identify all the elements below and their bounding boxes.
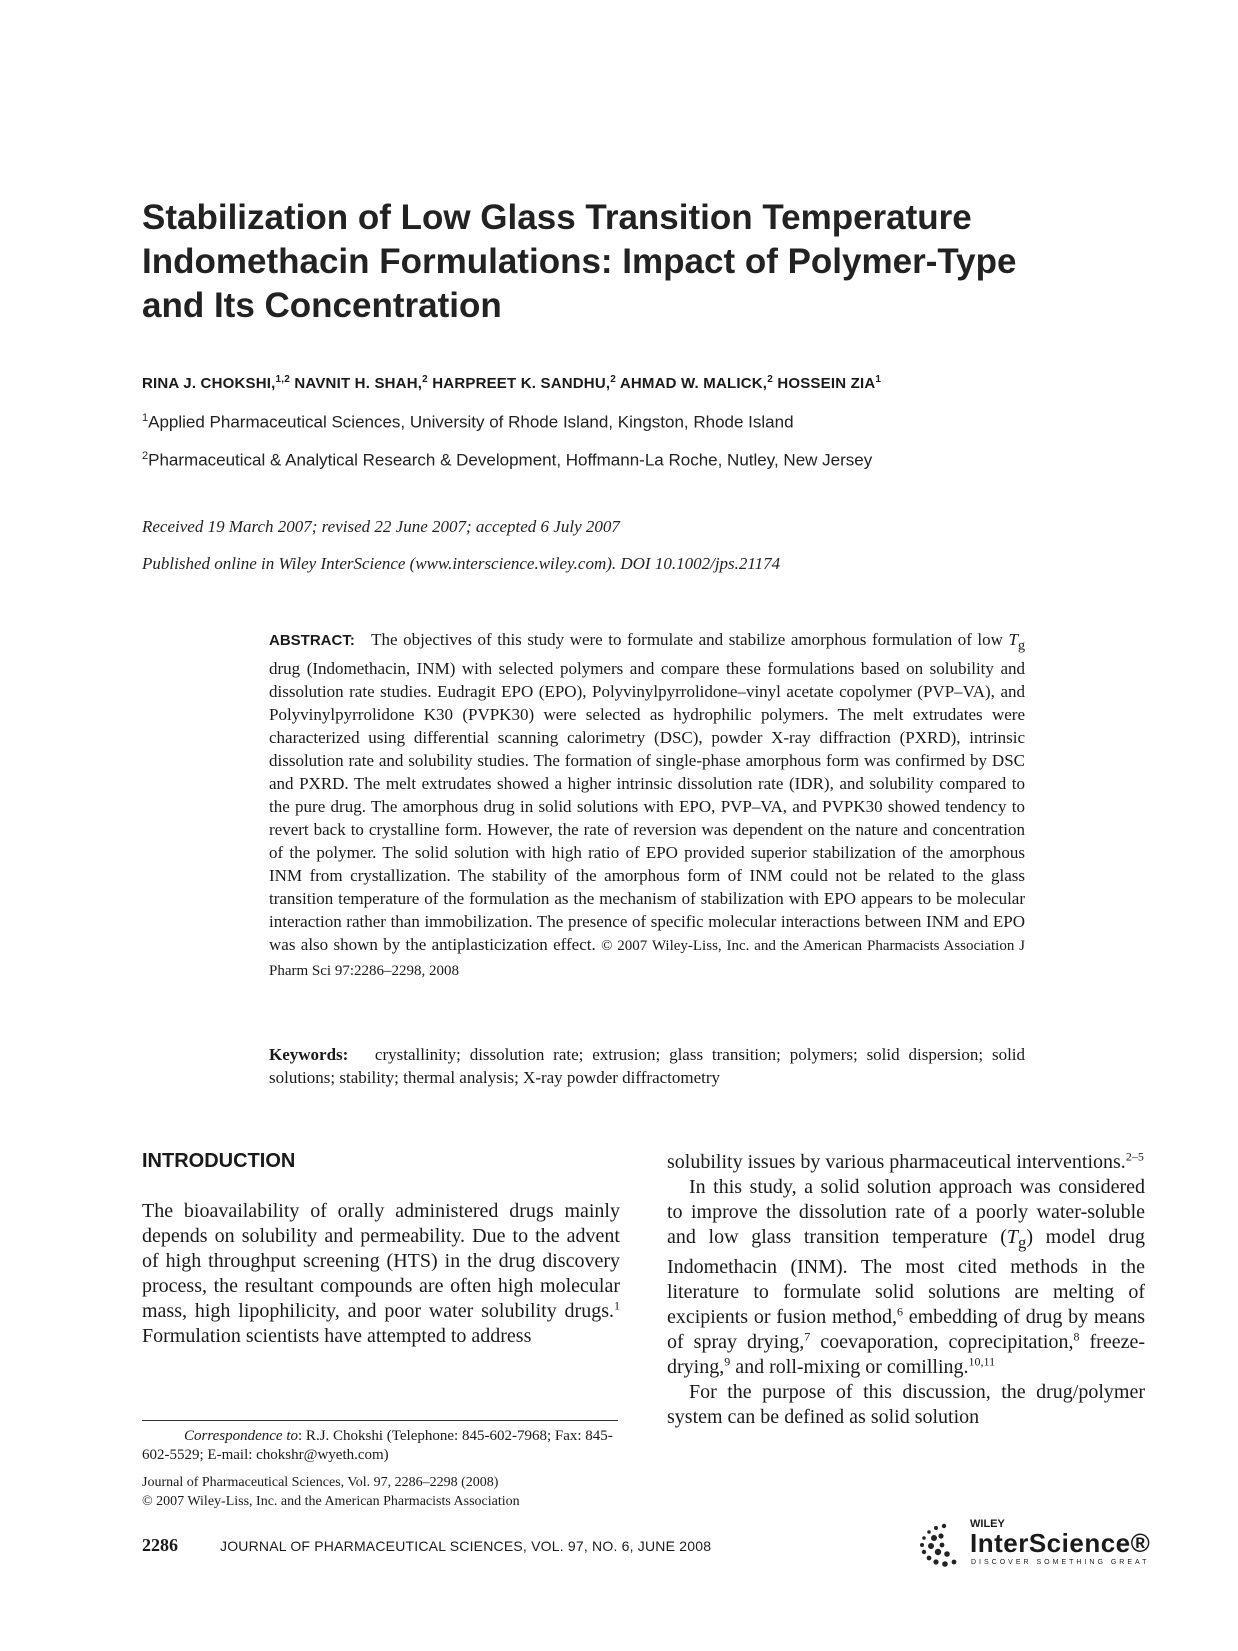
tg-subscript: g [1018,1233,1027,1252]
copyright-line: © 2007 Wiley-Liss, Inc. and the American Pharmacists Association [142,1494,520,1509]
affiliation-sup: 1 [142,412,149,424]
author-affil-sup: 1 [875,374,882,385]
intro-text: coevaporation, coprecipitation, [810,1331,1074,1353]
author-affil-sup: 2 [422,374,428,385]
intro-text: solubility issues by various pharmaceutical interventions. [667,1151,1126,1173]
right-column [667,1150,1145,1430]
tg-symbol: T [1008,630,1018,649]
title-line-3: and Its Concentration [142,286,502,325]
logo-tagline: DISCOVER SOMETHING GREAT [971,1559,1150,1566]
author-name: AHMAD W. MALICK, [619,375,768,392]
affiliation-1 [142,412,794,433]
intro-text: freeze-drying, [667,1331,1146,1378]
affiliation-sup: 2 [142,450,149,462]
introduction-heading: INTRODUCTION [142,1150,296,1172]
reference-8: 8 [1073,1329,1080,1344]
received-dates: Received 19 March 2007; revised 22 June 2007; accepted 6 July 2007 [142,517,620,536]
journal-line: Journal of Pharmaceutical Sciences, Vol. 97, 2286–2298 (2008) [142,1475,499,1490]
correspondence-footnote [142,1427,620,1465]
intro-text: and roll-mixing or comilling. [730,1356,969,1378]
logo-brand-text: InterScience® [970,1528,1151,1558]
author-list [142,374,881,392]
left-column [142,1199,620,1349]
author-name: RINA J. CHOKSHI, [142,375,276,392]
intro-paragraph-cont [667,1150,1145,1175]
reference-2-5: 2–5 [1125,1149,1144,1164]
correspondence-text: : R.J. Chokshi (Telephone: 845-602-7968; Fax: 845-602-5529; E-mail: chokshr@wyeth.com) [142,1428,613,1463]
tg-symbol: T [1006,1226,1019,1248]
affiliation-text: Pharmaceutical & Analytical Research & Development, Hoffmann-La Roche, Nutley, New Jersey [148,450,873,470]
footnote-divider [142,1420,618,1421]
reference-10-11: 10,11 [968,1354,996,1369]
intro-paragraph-1 [142,1199,620,1349]
keywords-text: crystallinity; dissolution rate; extrusion; glass transition; polymers; solid dispersion; solid solutions; stability; thermal analysis; X-ray powder diffractometry [269,1045,1026,1087]
keywords-label: Keywords: [269,1045,349,1064]
author-name: HARPREET K. SANDHU, [432,375,611,392]
page-number: 2286 [142,1535,178,1555]
reference-6: 6 [896,1304,903,1319]
author-affil-sup: 1,2 [275,374,291,385]
logo-wiley-text: WILEY [970,1518,1005,1530]
abstract-text-1: The objectives of this study were to formulate and stabilize amorphous formulation of low [371,630,1009,649]
correspondence-label: Correspondence to [184,1428,299,1444]
title-line-2: Indomethacin Formulations: Impact of Polymer-Type [142,242,1017,281]
journal-info [142,1473,620,1511]
affiliation-2 [142,450,872,471]
author-name: HOSSEIN ZIA [777,375,876,392]
correspondence-line [142,1427,620,1465]
intro-text: embedding of drug by means of spray drying, [667,1306,1146,1353]
abstract-citation: © 2007 Wiley-Liss, Inc. and the American Pharmacists Association J Pharm Sci 97:2286–2298, 2008 [269,938,1025,980]
intro-text: Formulation scientists have attempted to address [142,1325,532,1347]
title-line-1: Stabilization of Low Glass Transition Temperature [142,198,972,237]
tg-subscript: g [1017,637,1026,654]
intro-text: The bioavailability of orally administered drugs mainly depends on solubility and permeability. Due to the advent of high throughput screening (HTS) in the drug discovery process, the resultant compounds are often high molecular mass, high lipophilicity, and poor water solubility drugs. [142,1200,620,1322]
abstract-label: ABSTRACT: [269,632,355,649]
intro-text: ) model drug Indomethacin (INM). The most cited methods in the literature to formulate solid solutions are melting of excipients or fusion method, [667,1226,1145,1328]
published-line: Published online in Wiley InterScience (www.interscience.wiley.com). DOI 10.1002/jps.21174 [142,554,781,573]
running-footer: JOURNAL OF PHARMACEUTICAL SCIENCES, VOL. 97, NO. 6, JUNE 2008 [220,1538,712,1554]
author-name: NAVNIT H. SHAH, [294,375,423,392]
keywords [269,1043,1025,1089]
reference-7: 7 [804,1329,811,1344]
intro-text: In this study, a solid solution approach was considered to improve the dissolution rate of a poorly water-soluble and low glass transition temperature ( [667,1176,1145,1248]
abstract [269,628,1025,983]
author-affil-sup: 2 [767,374,773,385]
abstract-text-2: drug (Indomethacin, INM) with selected polymers and compare these formulations based on solubility and dissolution rate studies. Eudragit EPO (EPO), Polyvinylpyrrolidone–vinyl acetate copolymer (PVP–VA), and Polyvinylpyrrolidone K30 (PVPK30) were selected as hydrophilic polymers. The melt extrudates were characterized using differential scanning calorimetry (DSC), powder X-ray diffraction (PXRD), intrinsic dissolution rate and solubility studies. The formation of single-phase amorphous form was confirmed by DSC and PXRD. The melt extrudates showed a higher intrinsic dissolution rate (IDR), and solubility compared to the pure drug. The amorphous drug in solid solutions with EPO, PVP–VA, and PVPK30 showed tendency to revert back to crystalline form. However, the rate of reversion was dependent on the nature and concentration of the polymer. The solid solution with high ratio of EPO provided superior stabilization of the amorphous INM from crystallization. The stability of the amorphous form of INM could not be related to the glass transition temperature of the formulation as the mechanism of stabilization with EPO appears to be molecular interaction rather than immobilization. The presence of specific molecular interactions between INM and EPO was also shown by the antiplasticization effect. [269,659,1025,955]
reference-9: 9 [724,1354,731,1369]
author-affil-sup: 2 [610,374,617,385]
intro-paragraph-3: For the purpose of this discussion, the drug/polymer system can be defined as solid solution [667,1381,1145,1428]
affiliation-text: Applied Pharmaceutical Sciences, University of Rhode Island, Kingston, Rhode Island [148,412,794,432]
article-title [142,196,1102,328]
intro-paragraph-2 [667,1175,1145,1380]
reference-1: 1 [614,1298,620,1313]
